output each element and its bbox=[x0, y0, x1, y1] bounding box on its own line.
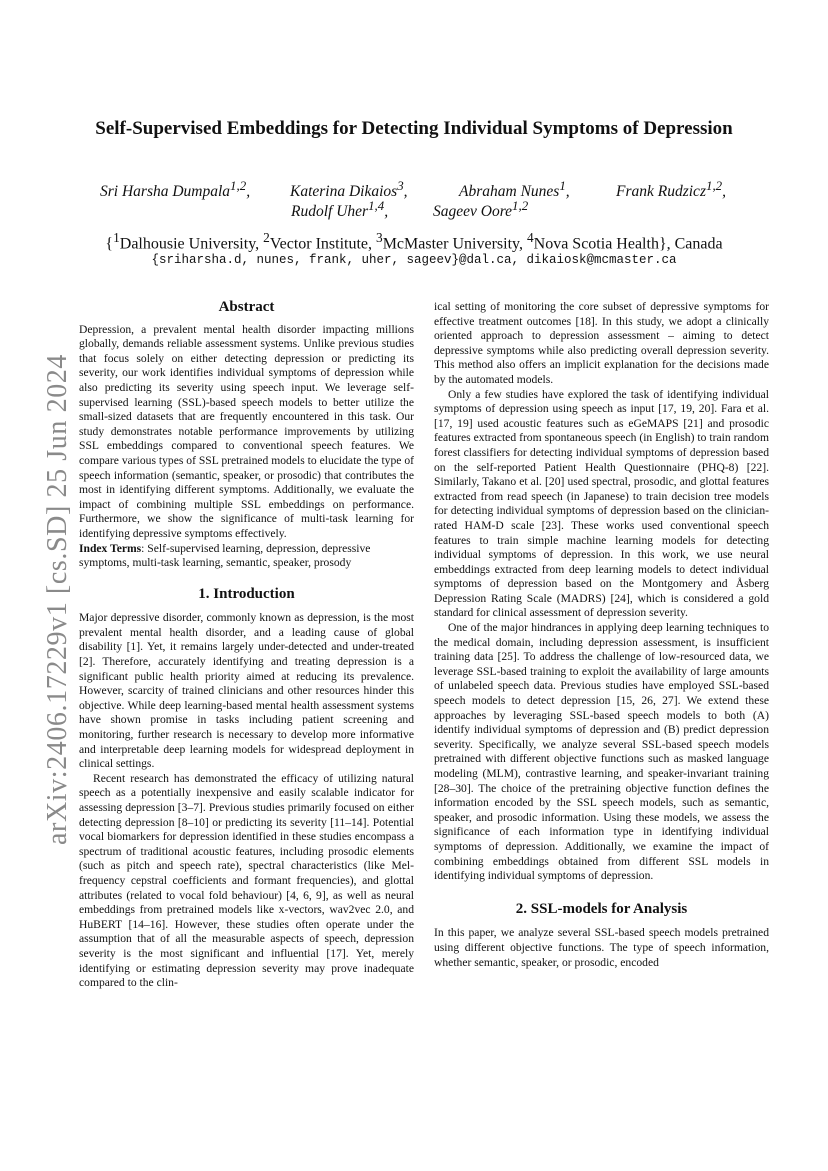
author-name: Sri Harsha Dumpala$^{1,2}$, bbox=[100, 178, 251, 201]
author-name: Rudolf Uher$^{1,4}$, bbox=[291, 198, 389, 221]
abstract-heading: Abstract bbox=[218, 299, 275, 315]
index-terms-text: : Self-supervised learning, depression, depressive symptoms, multi-task learning, semantic, speaker, prosody bbox=[79, 541, 371, 570]
author-emails: {sriharsha.d, nunes, frank, uher, sageev}@dal.ca, dikaiosk@mcmaster.ca bbox=[151, 253, 677, 267]
paragraph: Major depressive disorder, commonly known as depression, is the most prevalent mental health disorder, and a leading cause of global disability [1]. Yet, it remains largely under-detected and under-treated [2]. Therefore, accurately identifying and treating depression is a significant public health priority aimed at reducing its prevalence. However, scarcity of trained clinicians and other resources hinder this objective. While deep learning-based mental health assessment systems have shown promise in tasks including patient screening and monitoring, further research is necessary to develop more informative and interpretable deep learning models for widespread deployment in clinical settings. bbox=[79, 611, 414, 771]
paragraph: One of the major hindrances in applying deep learning techniques to the medical domain, including depression assessment, is insufficient training data [25]. To address the challenge of low-resourced data, we leverage SSL-based training to exploit the availability of large amounts of unlabeled speech data. Previous studies have employed SSL-based speech models to detect depression [15, 26, 27]. We extend these approaches by leveraging SSL-based speech models to both (A) identify individual symptoms of depression and (B) predict depression severity. Specifically, we analyze several SSL-based speech models pretrained with different objective functions such as masked language modeling (MLM), contrastive learning, and speaker-invariant training [28–30]. The choice of the pretraining objective function defines the information encoded by the SSL speech models, such as semantic, speaker, and prosodic information. Using these models, we assess the significance of each information type in identifying individual symptoms of depression. Additionally, we examine the impact of combining embeddings obtained from different SSL models in identifying individual symptoms of depression. bbox=[434, 621, 769, 883]
index-terms-label: Index Terms bbox=[79, 541, 142, 555]
right-column bbox=[434, 300, 769, 970]
author-name: Katerina Dikaios$^3$, bbox=[290, 178, 408, 201]
paragraph: ical setting of monitoring the core subset of depressive symptoms for effective treatment outcomes [18]. In this study, we adopt a clinically oriented approach to depression assessment – aiming to detect depressive symptoms while also predicting overall depression severity. This method also offers an implicit explanation for the decisions made by the automated models. bbox=[434, 300, 769, 386]
affiliations: {$^1$Dalhousie University, $^2$Vector Institute, $^3$McMaster University, $^4$Nova Scotia Health}, Canada bbox=[105, 230, 723, 253]
paragraph: In this paper, we analyze several SSL-based speech models pretrained using different objective functions. The type of speech information, whether semantic, speaker, or prosodic, encoded bbox=[434, 926, 769, 969]
index-terms bbox=[79, 542, 414, 571]
abstract-body: Depression, a prevalent mental health disorder impacting millions globally, demands reliable assessment systems. Unlike previous studies that focus solely on either detecting depression or predicting its severity, our work identifies individual symptoms of depression while also predicting its severity using speech input. We leverage self-supervised learning (SSL)-based speech models to better utilize the small-sized datasets that are frequently encountered in this task. Our study demonstrates notable performance improvements by utilizing SSL embeddings compared to conventional speech features. We compare various types of SSL pretrained models to elucidate the type of speech information (semantic, speaker, or prosodic) that contributes the most in identifying different symptoms. Additionally, we evaluate the impact of combining multiple SSL embeddings on performance. Furthermore, we show the significance of multi-task learning for identifying depressive symptoms effectively. bbox=[79, 322, 414, 540]
section-heading-introduction: 1. Introduction bbox=[198, 585, 295, 602]
left-column bbox=[79, 300, 414, 991]
section-heading-ssl-models: 2. SSL-models for Analysis bbox=[515, 900, 688, 917]
author-name: Sageev Oore$^{1,2}$ bbox=[433, 198, 529, 221]
paragraph: Only a few studies have explored the task of identifying individual symptoms of depression using speech as input [17, 19, 20]. Fara et al. [17, 19] used acoustic features such as eGeMAPS [21] and prosodic features extracted from spontaneous speech (in English) to train random forest classifiers for detecting individual symptoms of depression based on the self-reported Patient Health Questionnaire (PHQ-8) [22]. Similarly, Takano et al. [20] used spectral, prosodic, and glottal features extracted from read speech (in Japanese) to train decision tree models for detecting individual symptoms of depression based on the clinician-rated HAM-D scale [23]. These works used conventional speech features to train simple machine learning models for detecting individual symptoms of depression. In this work, we use neural embeddings extracted from deep learning models to detect individual symptoms of depression based on the Montgomery and Åsberg Depression Rating Scale (MADRS) [24], which is considered a gold standard for clinical assessment of depression severity. bbox=[434, 387, 769, 620]
arxiv-identifier: arXiv:2406.17229v1 [cs.SD] 25 Jun 2024 bbox=[42, 354, 73, 845]
paragraph: Recent research has demonstrated the efficacy of utilizing natural speech as a potentially inexpensive and easily scalable indicator for assessing depression [3–7]. Previous studies primarily focused on either detecting depression [8–10] or predicting its severity [11–14]. Potential vocal biomarkers for depression identified in these studies encompass a spectrum of traditional acoustic features, including prosodic elements (such as pitch and speech rate), spectral characteristics (like Mel-frequency cepstral coefficients and formant frequencies), and glottal attributes (related to vocal fold behaviour) [4, 6, 9], as well as neural embeddings from pretrained models like x-vectors, wav2vec 2.0, and HuBERT [14–16]. However, these studies often operate under the assumption that of all the measurable aspects of speech, depression severity is the most significant and influential [17]. Yet, merely identifying or estimating depression severity may prove inadequate compared to the clin- bbox=[79, 771, 414, 990]
author-name: Abraham Nunes$^1$, bbox=[459, 178, 570, 201]
author-name: Frank Rudzicz$^{1,2}$, bbox=[616, 178, 726, 201]
paper-title: Self-Supervised Embeddings for Detecting Individual Symptoms of Depression bbox=[95, 118, 733, 139]
